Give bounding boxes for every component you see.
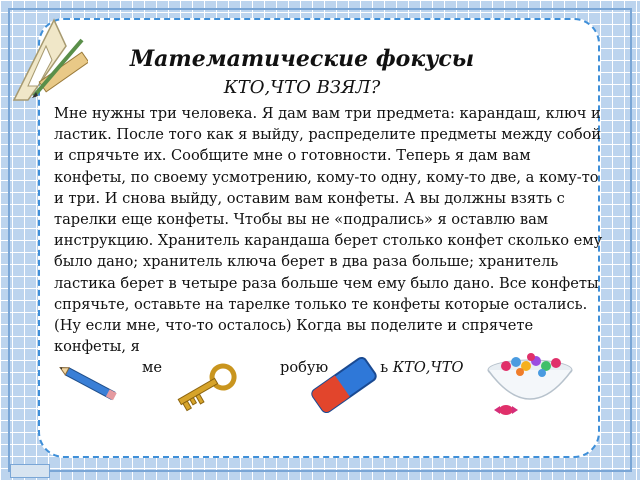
trick-tail-2: робую xyxy=(280,359,329,377)
slide-corner-tab xyxy=(10,464,50,478)
eraser-icon xyxy=(304,350,384,420)
trick-description xyxy=(54,103,606,379)
trick-tail-1: ме xyxy=(142,359,162,377)
key-icon xyxy=(166,362,242,414)
candy-bowl-icon xyxy=(484,346,576,422)
trick-tail-3: ь xyxy=(380,359,389,377)
trick-paragraph: Мне нужны три человека. Я дам вам три предмета: карандаш, ключ и ластик. После того как я выйду, распределите предметы между собой и спрячьте их. Сообщите мне о готовности. Теперь я дам вам конфеты, по своему усмотрению, кому-то одну, кому-то две, а кому-то и три. И снова выйду, оставим вам конфеты. А вы должны взять с тарелки еще конфеты. Чтобы вы не «подрались» я оставлю вам инструкцию. Хранитель карандаша берет столько конфет сколько ему было дано; хранитель ключа берет в два раза больше; хранитель ластика берет в четыре раза больше чем ему было дано. Все конфеты спрячьте, оставьте на тарелке только те конфеты которые остались. (Ну если мне, что-то осталось) Когда вы поделите и спрячете конфеты, я xyxy=(54,105,603,356)
pencil-icon xyxy=(56,364,126,404)
slide-title: Математические фокусы xyxy=(129,46,475,72)
trick-tail-italic: КТО,ЧТО xyxy=(392,359,464,377)
slide-subtitle: КТО,ЧТО ВЗЯЛ? xyxy=(223,77,381,98)
